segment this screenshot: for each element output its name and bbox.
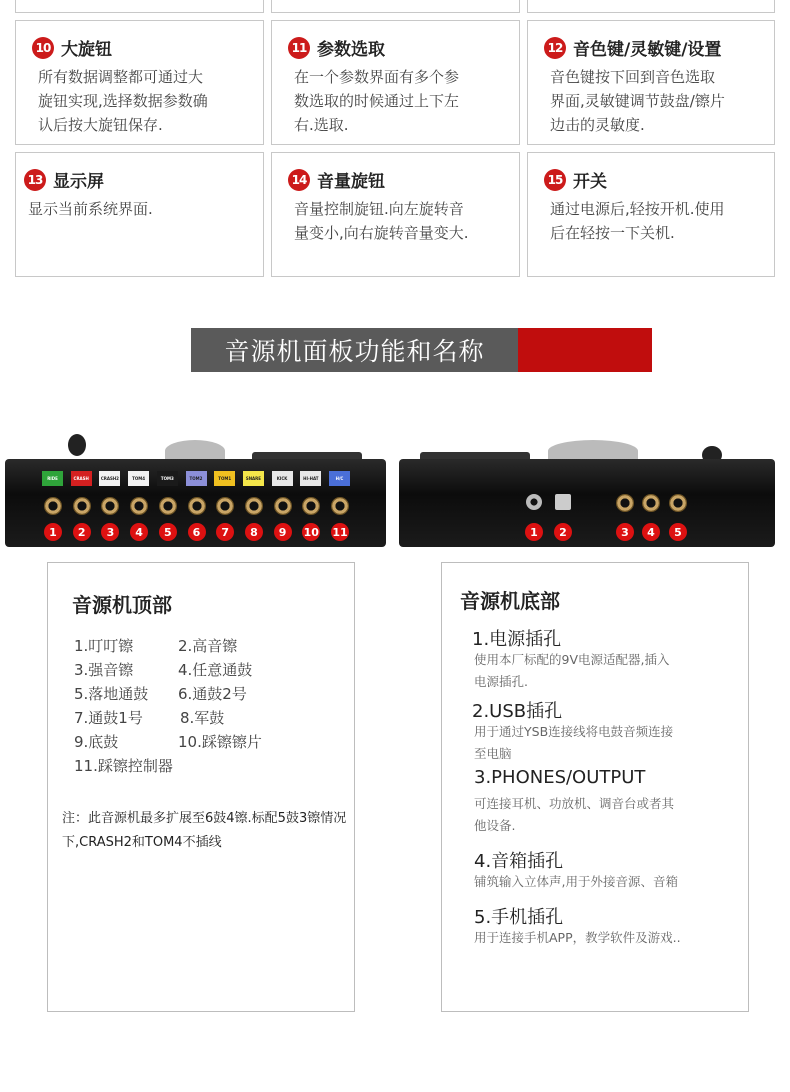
rear-panel-body xyxy=(399,459,775,547)
card-title: 显示屏 xyxy=(53,172,104,192)
pad-label: KICK xyxy=(272,471,293,486)
jack-number: 11 xyxy=(331,523,349,541)
card-description xyxy=(28,197,251,221)
port-name: 1.电源插孔 xyxy=(472,629,562,650)
description-line: 数选取的时候通过上下左 xyxy=(294,92,460,110)
pad-label: CRASH xyxy=(71,471,92,486)
input-jack xyxy=(274,497,292,515)
pad-label: SNARE xyxy=(243,471,264,486)
description-line: 音色键按下回到音色选取 xyxy=(550,68,716,86)
pad-label: CRASH2 xyxy=(99,471,120,486)
list-item: 8.军鼓 xyxy=(180,709,225,727)
description-line: 界面,灵敏键调节鼓盘/镲片 xyxy=(550,92,725,110)
description-line: 可连接耳机、功放机、调音台或者其 xyxy=(474,796,675,811)
description-line: 他设备. xyxy=(474,818,516,833)
port-name: 2.USB插孔 xyxy=(472,701,563,722)
jack-number: 6 xyxy=(188,523,206,541)
number-badge: 15 xyxy=(544,169,566,191)
description-line: 通过电源后,轻按开机.使用 xyxy=(550,200,725,218)
previous-card-edge xyxy=(527,0,775,13)
card-description xyxy=(294,65,507,137)
pad-label: TOM3 xyxy=(157,471,178,486)
jack-number: 2 xyxy=(554,523,572,541)
port-description xyxy=(474,649,734,693)
card-title: 大旋钮 xyxy=(61,40,112,60)
number-badge: 12 xyxy=(544,37,566,59)
port-name: 5.手机插孔 xyxy=(474,907,564,928)
output-jack xyxy=(642,494,660,512)
card-description xyxy=(294,197,507,245)
input-jack xyxy=(331,497,349,515)
output-jack xyxy=(669,494,687,512)
jack-number: 7 xyxy=(216,523,234,541)
description-line: 量变小,向右旋转音量变大. xyxy=(294,224,469,242)
card-header xyxy=(288,167,385,192)
description-line: 旋钮实现,选择数据参数确 xyxy=(38,92,208,110)
power-jack xyxy=(526,494,542,510)
port-name: 3.PHONES/OUTPUT xyxy=(474,767,646,788)
list-item: 5.落地通鼓 xyxy=(74,685,149,703)
jack-number: 3 xyxy=(616,523,634,541)
port-description xyxy=(474,793,734,837)
port-description xyxy=(474,721,734,765)
top-info-box xyxy=(47,562,355,1012)
card-description xyxy=(550,65,762,137)
list-item: 9.底鼓 xyxy=(74,733,119,751)
list-item: 6.通鼓2号 xyxy=(178,685,247,703)
feature-card-10 xyxy=(15,20,264,145)
number-badge: 13 xyxy=(24,169,46,191)
section-title: 音源机面板功能和名称 xyxy=(191,328,518,372)
description-line: 用于连接手机APP，教学软件及游戏.. xyxy=(474,930,681,945)
description-line: 使用本厂标配的9V电源适配器,插入 xyxy=(474,652,670,667)
card-description xyxy=(550,197,762,245)
pad-label: TOM2 xyxy=(186,471,207,486)
card-header xyxy=(544,35,721,60)
description-line: 电源插孔. xyxy=(474,674,528,689)
jack-number: 10 xyxy=(302,523,320,541)
list-item: 1.叮叮镲 xyxy=(74,637,134,655)
input-jack xyxy=(44,497,62,515)
jack-number: 5 xyxy=(669,523,687,541)
port-description xyxy=(474,927,734,949)
port-name: 4.音箱插孔 xyxy=(474,851,564,872)
list-item: 2.高音镲 xyxy=(178,637,238,655)
section-title-accent xyxy=(518,328,652,372)
list-item: 4.任意通鼓 xyxy=(178,661,253,679)
description-line: 在一个参数界面有多个参 xyxy=(294,68,460,86)
feature-card-15 xyxy=(527,152,775,277)
previous-card-edge xyxy=(271,0,520,13)
pad-label: H/C xyxy=(329,471,350,486)
jack-number: 1 xyxy=(525,523,543,541)
number-badge: 10 xyxy=(32,37,54,59)
card-header xyxy=(288,35,385,60)
note-text: 注：此音源机最多扩展至6鼓4镲.标配5鼓3镲情况下,CRASH2和TOM4不插线 xyxy=(62,811,347,850)
pad-label: HI-HAT xyxy=(300,471,321,486)
number-badge: 11 xyxy=(288,37,310,59)
card-title: 参数选取 xyxy=(317,40,385,60)
card-title: 音色键/灵敏键/设置 xyxy=(573,40,722,60)
input-jack xyxy=(130,497,148,515)
description-line: 边击的灵敏度. xyxy=(550,116,645,134)
input-jack xyxy=(159,497,177,515)
jack-number: 4 xyxy=(130,523,148,541)
jack-number: 9 xyxy=(274,523,292,541)
list-item: 3.强音镲 xyxy=(74,661,134,679)
description-line: 音量控制旋钮.向左旋转音 xyxy=(294,200,464,218)
list-item: 7.通鼓1号 xyxy=(74,709,143,727)
pad-label: RIDE xyxy=(42,471,63,486)
description-line: 所有数据调整都可通过大 xyxy=(38,68,204,86)
input-jack xyxy=(245,497,263,515)
jack-number: 1 xyxy=(44,523,62,541)
description-line: 铺筑输入立体声,用于外接音源、音箱 xyxy=(474,874,678,889)
card-header xyxy=(32,35,112,60)
volume-knob xyxy=(68,434,86,456)
card-description xyxy=(38,65,251,137)
jack-number: 5 xyxy=(159,523,177,541)
box-title: 音源机顶部 xyxy=(72,593,172,617)
card-header xyxy=(544,167,607,192)
output-jack xyxy=(616,494,634,512)
description-line: 右.选取. xyxy=(294,116,349,134)
list-item: 11.踩镲控制器 xyxy=(74,757,173,775)
card-header xyxy=(24,167,104,192)
card-title: 开关 xyxy=(573,172,607,192)
bottom-info-box xyxy=(441,562,749,1012)
feature-card-11 xyxy=(271,20,520,145)
feature-card-13 xyxy=(15,152,264,277)
jack-number: 4 xyxy=(642,523,660,541)
port-description xyxy=(474,871,734,893)
feature-card-12 xyxy=(527,20,775,145)
usb-port xyxy=(555,494,571,510)
description-line: 显示当前系统界面. xyxy=(28,200,153,218)
description-line: 用于通过YSB连接线将电鼓音频连接 xyxy=(474,724,674,739)
box-title: 音源机底部 xyxy=(460,589,560,613)
input-jack xyxy=(188,497,206,515)
input-jack xyxy=(73,497,91,515)
jack-number: 3 xyxy=(101,523,119,541)
description-line: 至电脑 xyxy=(474,746,512,761)
previous-card-edge xyxy=(15,0,264,13)
number-badge: 14 xyxy=(288,169,310,191)
card-title: 音量旋钮 xyxy=(317,172,385,192)
jack-number: 8 xyxy=(245,523,263,541)
pad-label: TOM4 xyxy=(128,471,149,486)
description-line: 后在轻按一下关机. xyxy=(550,224,675,242)
list-item: 10.踩镲镲片 xyxy=(178,733,262,751)
jack-number: 2 xyxy=(73,523,91,541)
feature-card-14 xyxy=(271,152,520,277)
description-line: 认后按大旋钮保存. xyxy=(38,116,163,134)
pad-label: TOM1 xyxy=(214,471,235,486)
